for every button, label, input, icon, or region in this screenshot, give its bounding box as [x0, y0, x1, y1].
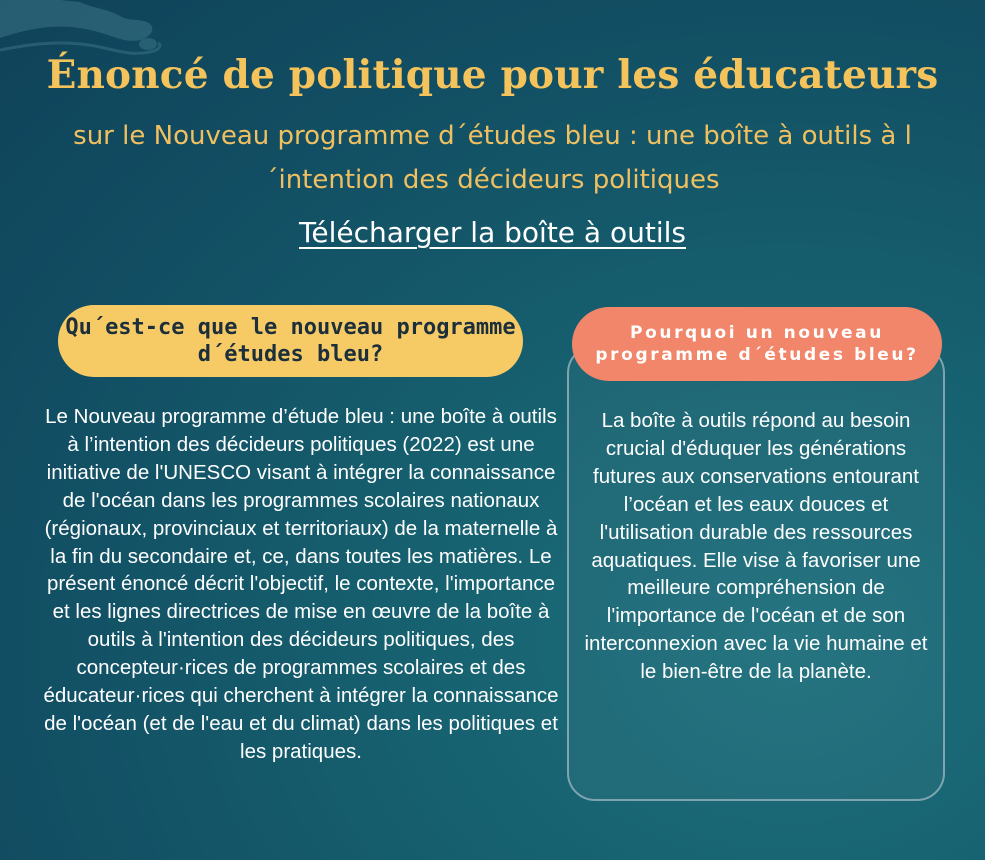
right-section-heading: Pourquoi un nouveau programme d´études bleu?: [572, 307, 942, 381]
right-section-body: La boîte à outils répond au besoin crucial d'éduquer les générations futures aux conservations entourant l’océan et les eaux douces et l'utilisation durable des ressources aquatiques. Elle vise à favoriser une meilleure compréhension de l'importance de l'océan et de son interconnexion avec la vie humaine et le bien-être de la planète.: [584, 409, 928, 684]
left-section-body: Le Nouveau programme d’étude bleu : une boîte à outils à l’intention des décideurs politiques (2022) est une initiative de l'UNESCO visant à intégrer la connaissance de l'océan dans les programmes scolaires nationaux (régionaux, provinciaux et territoriaux) de la maternelle à la fin du secondaire et, ce, dans toutes les matières. Le présent énoncé décrit l'objectif, le contexte, l'importance et les lignes directrices de mise en œuvre de la boîte à outils à l'intention des décideurs politiques, des concepteur·rices de programmes scolaires et des éducateur·rices qui cherchent à intégrer la connaissance de l'océan (et de l'eau et du climat) dans les politiques et les pratiques.: [43, 405, 559, 763]
left-section-heading: Qu´est-ce que le nouveau programme d´études bleu?: [58, 305, 523, 377]
download-toolkit-link[interactable]: Télécharger la boîte à outils: [299, 216, 686, 249]
page-title: Énoncé de politique pour les éducateurs: [46, 52, 939, 98]
page-subtitle: sur le Nouveau programme d´études bleu : une boîte à outils à l´intention des décideurs politiques: [73, 121, 912, 195]
